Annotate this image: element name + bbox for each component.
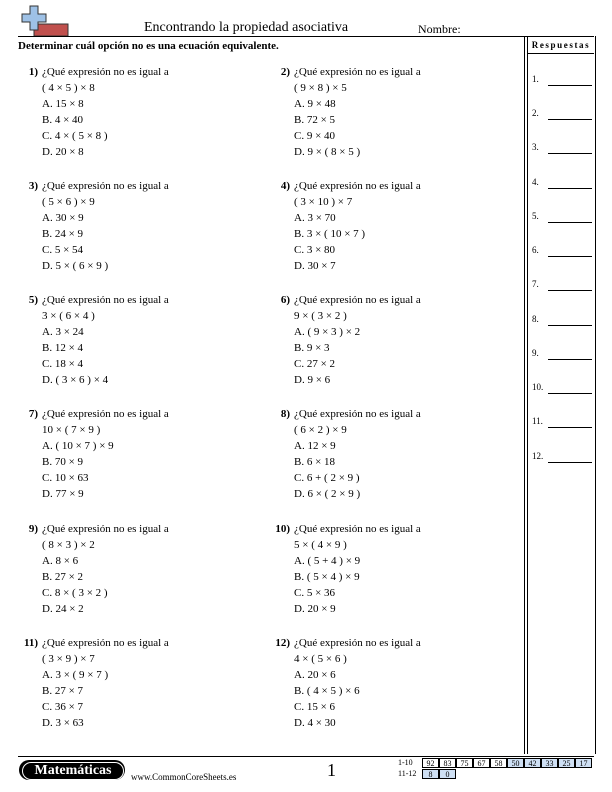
answer-option: D. 3 × 63 [42,717,84,729]
question [18,521,258,617]
question [18,406,258,502]
question [18,178,258,274]
page-title: Encontrando la propiedad asociativa [144,20,349,35]
subject-label: Matemáticas [22,762,124,780]
answer-option: B. 27 × 2 [42,571,84,583]
question-expression: 9 × ( 3 × 2 ) [294,310,347,322]
answer-option: B. 24 × 9 [42,228,84,240]
answer-option: B. 4 × 40 [42,114,84,126]
answer-option: C. 5 × 54 [42,244,84,256]
answer-option: D. 77 × 9 [42,488,84,500]
answer-option: D. 9 × ( 8 × 5 ) [294,146,361,158]
answer-option: C. 27 × 2 [294,358,336,370]
answer-option: D. ( 3 × 6 ) × 4 [42,374,109,386]
question-number: 4) [280,180,290,192]
answer-blank-row[interactable] [532,211,592,221]
question [270,178,510,274]
question-expression: ( 3 × 9 ) × 7 [42,653,95,665]
subject-badge [19,760,125,780]
answer-number: 4. [532,177,539,187]
answer-option: B. ( 4 × 5 ) × 6 [294,685,360,697]
question-number: 2) [280,66,290,78]
score-cell: 42 [524,758,541,768]
question-expression: ( 8 × 3 ) × 2 [42,539,95,551]
answer-blank-row[interactable] [532,177,592,187]
answer-number: 1. [532,74,539,84]
answer-option: C. 36 × 7 [42,701,84,713]
answer-option: A. ( 9 × 3 ) × 2 [294,326,361,338]
question-number: 5) [28,294,38,306]
score-cell: 75 [456,758,473,768]
answer-option: C. 6 + ( 2 × 9 ) [294,472,360,484]
question-expression: 10 × ( 7 × 9 ) [42,424,101,436]
answer-option: A. 12 × 9 [294,440,336,452]
answer-option: A. 3 × 70 [294,212,336,224]
answer-number: 11. [532,416,543,426]
question-prompt: ¿Qué expresión no es igual a [294,523,421,535]
question-expression: ( 6 × 2 ) × 9 [294,424,347,436]
answer-number: 3. [532,142,539,152]
answer-option: B. 27 × 7 [42,685,84,697]
score-cell: 25 [558,758,575,768]
answer-option: A. 8 × 6 [42,555,79,567]
answer-option: C. 18 × 4 [42,358,84,370]
question-prompt: ¿Qué expresión no es igual a [294,637,421,649]
answer-number: 6. [532,245,539,255]
answer-option: A. 20 × 6 [294,669,336,681]
question-number: 10) [275,523,290,535]
question-prompt: ¿Qué expresión no es igual a [42,294,169,306]
score-row-label: 1-10 [398,758,413,767]
answer-option: A. 3 × 24 [42,326,84,338]
question-number: 1) [28,66,38,78]
answer-blank-row[interactable] [532,451,592,461]
answer-option: D. 4 × 30 [294,717,336,729]
answer-option: A. ( 10 × 7 ) × 9 [42,440,114,452]
question-number: 6) [280,294,290,306]
answer-line[interactable] [548,359,592,360]
answer-option: C. 3 × 80 [294,244,336,256]
answer-line[interactable] [548,85,592,86]
answer-option: C. 4 × ( 5 × 8 ) [42,130,108,142]
question-prompt: ¿Qué expresión no es igual a [294,294,421,306]
score-cell: 92 [422,758,439,768]
question-expression: ( 4 × 5 ) × 8 [42,82,95,94]
answer-option: A. 15 × 8 [42,98,84,110]
answer-number: 8. [532,314,539,324]
question [270,406,510,502]
question-number: 11) [23,637,38,649]
answers-divider [527,53,594,54]
answer-number: 5. [532,211,539,221]
answer-line[interactable] [548,393,592,394]
score-row-label: 11-12 [398,769,417,778]
answer-number: 9. [532,348,539,358]
question-expression: 3 × ( 6 × 4 ) [42,310,95,322]
score-cell: 67 [473,758,490,768]
question-prompt: ¿Qué expresión no es igual a [42,180,169,192]
answer-blank-row[interactable] [532,382,592,392]
plus-logo-icon [18,4,70,38]
answer-option: B. 72 × 5 [294,114,336,126]
question-number: 9) [28,523,38,535]
answer-blank-row[interactable] [532,279,592,289]
question-prompt: ¿Qué expresión no es igual a [42,523,169,535]
answer-option: A. 9 × 48 [294,98,336,110]
question-expression: 4 × ( 5 × 6 ) [294,653,347,665]
question-number: 7) [28,408,38,420]
answer-line[interactable] [548,188,592,189]
answer-blank-row[interactable] [532,245,592,255]
answer-line[interactable] [548,256,592,257]
answer-option: D. 24 × 2 [42,603,84,615]
score-cell: 50 [507,758,524,768]
answer-blank-row[interactable] [532,314,592,324]
score-cell: 33 [541,758,558,768]
answer-option: B. 6 × 18 [294,456,336,468]
question [270,521,510,617]
question-expression: ( 9 × 8 ) × 5 [294,82,347,94]
answer-option: D. 20 × 8 [42,146,84,158]
answer-line[interactable] [548,427,592,428]
question-number: 3) [28,180,38,192]
score-cell: 8 [422,769,439,779]
question [270,292,510,388]
score-cell: 58 [490,758,507,768]
answers-title: Respuestas [531,40,591,50]
answer-number: 7. [532,279,539,289]
score-cell: 0 [439,769,456,779]
answer-number: 12. [532,451,544,461]
answer-option: D. 9 × 6 [294,374,331,386]
answer-blank-row[interactable] [532,348,592,358]
answer-blank-row[interactable] [532,108,592,118]
answer-line[interactable] [548,222,592,223]
answer-line[interactable] [548,290,592,291]
answer-option: D. 5 × ( 6 × 9 ) [42,260,109,272]
answer-option: B. 9 × 3 [294,342,330,354]
name-label: Nombre: [418,22,461,36]
question-prompt: ¿Qué expresión no es igual a [294,66,421,78]
answer-option: A. 3 × ( 9 × 7 ) [42,669,109,681]
answer-option: D. 30 × 7 [294,260,336,272]
question [18,292,258,388]
answer-line[interactable] [548,462,592,463]
answer-number: 2. [532,108,539,118]
answer-option: C. 15 × 6 [294,701,336,713]
footer-divider [18,756,594,757]
question [270,635,510,731]
answer-option: C. 9 × 40 [294,130,336,142]
question-prompt: ¿Qué expresión no es igual a [294,180,421,192]
answer-option: B. 70 × 9 [42,456,84,468]
answer-blank-row[interactable] [532,142,592,152]
answer-option: A. ( 5 + 4 ) × 9 [294,555,361,567]
question-prompt: ¿Qué expresión no es igual a [42,66,169,78]
answer-option: C. 5 × 36 [294,587,336,599]
question-prompt: ¿Qué expresión no es igual a [294,408,421,420]
question-expression: 5 × ( 4 × 9 ) [294,539,347,551]
answer-option: B. 12 × 4 [42,342,84,354]
question [18,64,258,160]
answer-line[interactable] [548,119,592,120]
answer-number: 10. [532,382,544,392]
answer-line[interactable] [548,153,592,154]
question-expression: ( 5 × 6 ) × 9 [42,196,95,208]
question-prompt: ¿Qué expresión no es igual a [42,408,169,420]
answer-option: D. 6 × ( 2 × 9 ) [294,488,361,500]
answer-option: C. 10 × 63 [42,472,89,484]
question-expression: ( 3 × 10 ) × 7 [294,196,353,208]
answer-option: B. ( 5 × 4 ) × 9 [294,571,360,583]
question-number: 8) [280,408,290,420]
answer-line[interactable] [548,325,592,326]
answer-option: B. 3 × ( 10 × 7 ) [294,228,366,240]
score-cell: 83 [439,758,456,768]
answer-option: A. 30 × 9 [42,212,84,224]
question [270,64,510,160]
question-prompt: ¿Qué expresión no es igual a [42,637,169,649]
question [18,635,258,731]
site-url: www.CommonCoreSheets.es [131,772,237,782]
instructions: Determinar cuál opción no es una ecuación equivalente. [18,40,279,52]
page-number: 1 [327,760,336,780]
answer-blank-row[interactable] [532,74,592,84]
answer-option: D. 20 × 9 [294,603,336,615]
answer-blank-row[interactable] [532,416,592,426]
question-number: 12) [275,637,290,649]
answer-option: C. 8 × ( 3 × 2 ) [42,587,108,599]
score-cell: 17 [575,758,592,768]
